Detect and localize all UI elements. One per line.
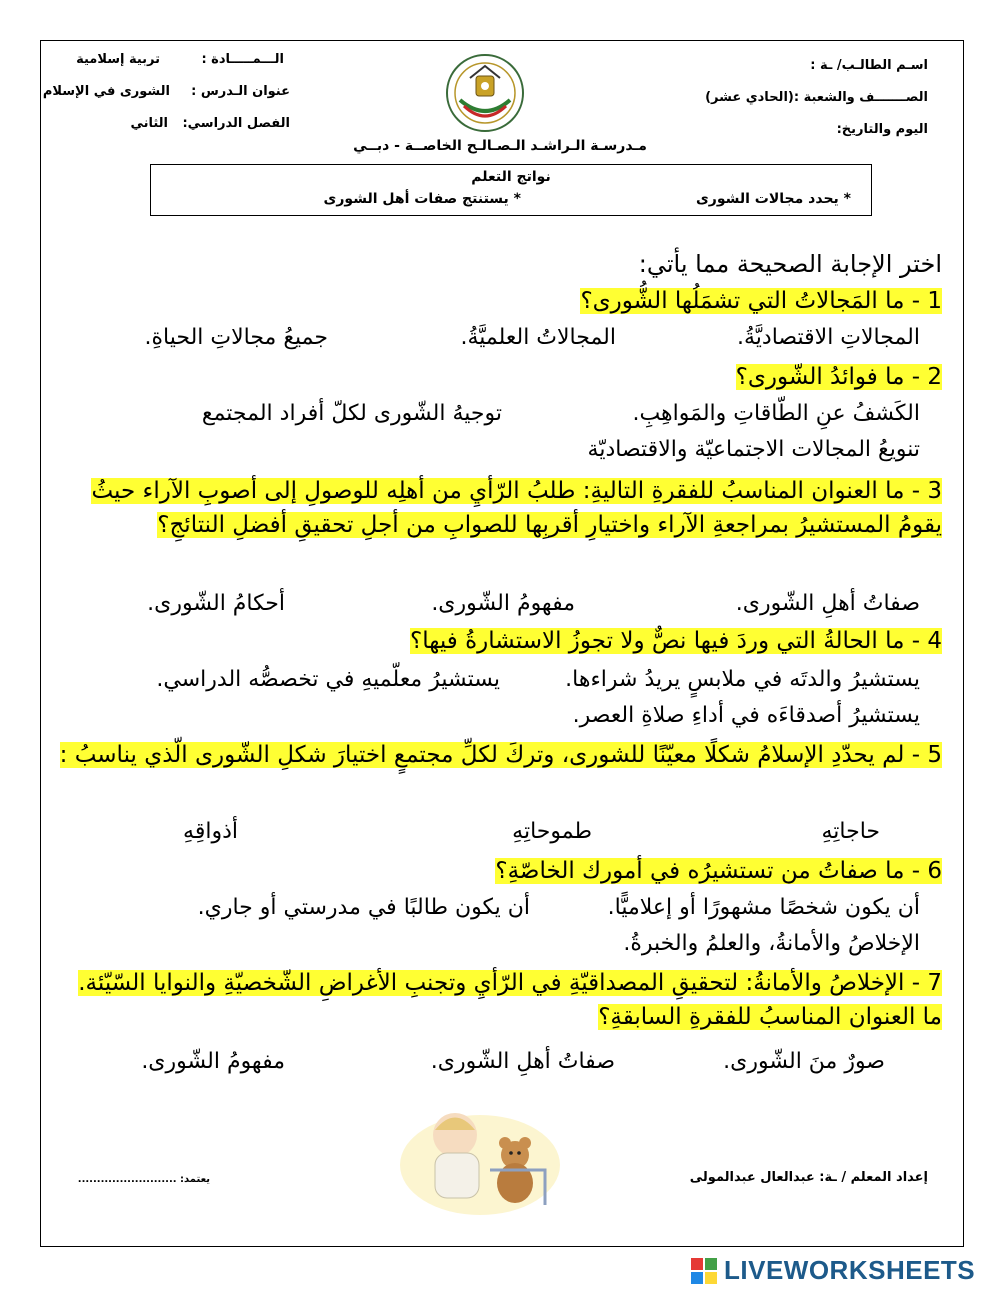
q7-option-3[interactable]: مفهومُ الشّورى.: [141, 1049, 285, 1074]
lesson-label: عنوان الـدرس :: [191, 84, 290, 99]
q5-option-2[interactable]: طموحاتِهِ: [512, 819, 592, 844]
day-date-label: اليوم والتاريخ:: [836, 122, 928, 137]
question-1: [580, 284, 942, 318]
question-5-text: 5 - لم يحدّدِ الإسلامُ شكلًا معيّنًا للشورى، وتركَ لكلِّ مجتمعٍ اختيارَ شكلِ الشّورى الّذي يناسبُ :: [59, 742, 942, 768]
lesson-value: الشورى في الإسلام: [42, 84, 170, 99]
q5-option-3[interactable]: أذواقِهِ: [183, 819, 238, 844]
instructions: اختر الإجابة الصحيحة مما يأتي:: [638, 250, 942, 278]
q2-option-3[interactable]: تنويعُ المجالات الاجتماعيّة والاقتصاديّة: [587, 437, 920, 462]
question-1-text: 1 - ما المَجالاتُ التي تشمَلُها الشُّورى؟: [580, 288, 942, 314]
term-label: الفصل الدراسي:: [182, 116, 290, 131]
outcome-item-2: * يستنتج صفات أهل الشورى: [323, 191, 521, 207]
q1-option-2[interactable]: المجالاتُ العلميَّةُ.: [460, 325, 616, 350]
q4-option-3[interactable]: يستشيرُ أصدقاءَه في أداءِ صلاةِ العصر.: [572, 703, 920, 728]
school-name: مـدرسـة الـراشـد الـصـالـح الخاصــة - دبــي: [353, 138, 647, 154]
q3-option-3[interactable]: أحكامُ الشّورى.: [147, 591, 285, 616]
approved-by: يعتمد: ..........................: [77, 1174, 210, 1185]
question-3-text: 3 - ما العنوان المناسبُ للفقرةِ التاليةِ: طلبُ الرّأيِ من أهلِه للوصولِ إلى أصوبِ الآراء حيثُ يقومُ المستشيرُ بمراجعةِ الآراء واختيارِ أقربِها للصوابِ من أجلِ تحقيقِ أفضلِ النتائجِ؟: [91, 478, 942, 538]
q1-option-1[interactable]: المجالاتِ الاقتصاديَّةُ.: [737, 325, 920, 350]
q3-option-1[interactable]: صفاتُ أهلِ الشّورى.: [735, 591, 920, 616]
q1-option-3[interactable]: جميعُ مجالاتِ الحياةِ.: [144, 325, 328, 350]
brand-text: LIVEWORKSHEETS: [724, 1255, 976, 1285]
subject-value: تربية إسلامية: [76, 52, 160, 67]
question-6-text: 6 - ما صفاتُ من تستشيرُه في أمورك الخاصّةِ؟: [495, 858, 942, 884]
q2-option-2[interactable]: توجيهُ الشّورى لكلّ أفراد المجتمع: [201, 401, 502, 426]
question-6: [495, 854, 942, 888]
question-3: [57, 474, 942, 542]
q6-option-3[interactable]: الإخلاصُ والأمانةُ، والعلمُ والخبرةُ.: [623, 931, 920, 956]
q4-option-1[interactable]: يستشيرُ والدتَه في ملابسٍ يريدُ شراءها.: [565, 667, 920, 692]
outcomes-title: نواتج التعلم: [471, 169, 551, 185]
q6-option-1[interactable]: أن يكون شخصًا مشهورًا أو إعلاميًّا.: [607, 895, 920, 920]
child-teddy-illustration: [395, 1095, 565, 1220]
question-7-text: 7 - الإخلاصُ والأمانةُ: لتحقيقِ المصداقيّةِ في الرّأيِ وتجنبِ الأغراضِ الشّخصيّةِ والنوايا السّيّئة. ما العنوان المناسبُ للفقرةِ السابقةِ؟: [78, 970, 942, 1030]
question-2: [736, 360, 942, 394]
q4-option-2[interactable]: يستشيرُ معلّميهِ في تخصصُّه الدراسي.: [156, 667, 500, 692]
outcome-item-1: * يحدد مجالات الشورى: [695, 191, 851, 207]
term-value: الثاني: [130, 116, 168, 131]
student-name-label: اسـم الطالـب/ ـة :: [810, 58, 928, 73]
subject-label: الـــمـــــادة :: [201, 52, 284, 67]
q6-option-2[interactable]: أن يكون طالبًا في مدرستي أو جاري.: [197, 895, 530, 920]
learning-outcomes-box: [150, 164, 872, 216]
school-logo: [440, 50, 530, 136]
question-2-text: 2 - ما فوائدُ الشّورى؟: [735, 364, 942, 390]
class-section-label: الصـــــــف والشعبة :(الحادي عشر): [705, 90, 928, 105]
q2-option-1[interactable]: الكَشفُ عنِ الطّاقاتِ والمَواهِبِ.: [632, 401, 920, 426]
liveworksheets-brand[interactable]: [690, 1255, 975, 1286]
question-4-text: 4 - ما الحالةُ التي وردَ فيها نصٌّ ولا تجوزُ الاستشارةُ فيها؟: [410, 628, 942, 654]
question-5: [57, 738, 942, 772]
q7-option-2[interactable]: صفاتُ أهلِ الشّورى.: [430, 1049, 615, 1074]
q7-option-1[interactable]: صورٌ منَ الشّورى.: [723, 1049, 885, 1074]
q5-option-1[interactable]: حاجاتِهِ: [821, 819, 880, 844]
liveworksheets-logo-icon: [690, 1257, 718, 1285]
q3-option-2[interactable]: مفهومُ الشّورى.: [431, 591, 575, 616]
prepared-by: إعداد المعلم / ـة: عبدالعال عبدالمولى: [689, 1170, 928, 1185]
question-4: [410, 624, 942, 658]
question-7: [57, 966, 942, 1034]
